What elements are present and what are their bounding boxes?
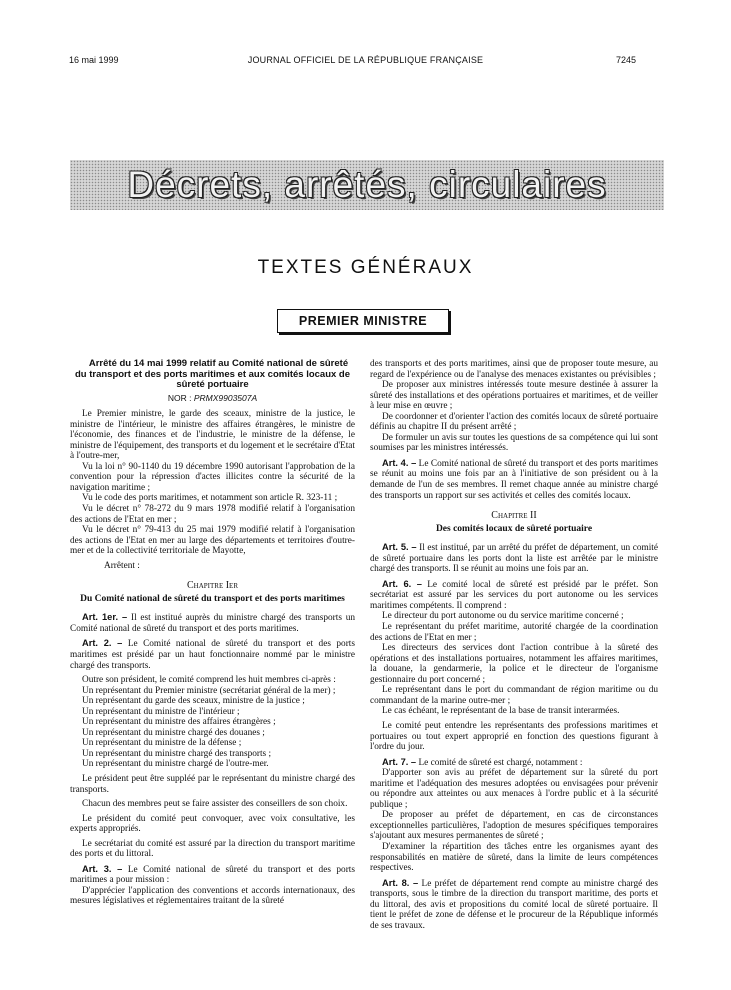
- nor-line: [70, 393, 355, 404]
- article-text: Le Comité national de sûreté du transport et des ports maritimes est présidé par un haut fonctionnaire nommé par le ministre chargé des transports.: [70, 639, 355, 671]
- article-text: Le Comité national de sûreté du transport et des ports maritimes se réunit au moins une fois par an à l'initiative de son président ou à la demande de l'un de ses membres. Il remet chaque année au ministre chargé des transports un rapport sur ses activités et celles des comités locaux.: [370, 458, 659, 501]
- article-text: Le préfet de département rend compte au ministre chargé des transports, sous le timbre de la direction du transport maritime, des ports et du littoral, des avis et propositions du comité local de sûreté portuaire. Il tient le préfet de zone de défense et le procureur de la République informés de ses travaux.: [370, 878, 658, 931]
- decree-title: Arrêté du 14 mai 1999 relatif au Comité national de sûreté du transport et des ports maritimes et aux comités locaux de sûreté portuaire: [74, 358, 351, 390]
- chapter-title: Du Comité national de sûreté du transport et des ports maritimes: [80, 593, 345, 604]
- paragraph: Vu le décret n° 79-413 du 25 mai 1979 modifié relatif à l'organisation des actions de l'Etat en mer au large des départements et territoires d'outre-mer et de la collectivité territoriale de Mayotte,: [70, 525, 355, 557]
- paragraph: Le secrétariat du comité est assuré par la direction du transport maritime des ports et du littoral.: [70, 838, 355, 860]
- paragraph: De proposer aux ministres intéressés toute mesure destinée à assurer la sûreté des installations et des opérations portuaires et maritimes, et de veiller à leur mise en œuvre ;: [370, 380, 658, 412]
- list-item: Un représentant du garde des sceaux, ministre de la justice ;: [82, 696, 305, 707]
- chapter-title: Des comités locaux de sûreté portuaire: [435, 523, 593, 534]
- nor-label: NOR :: [167, 392, 192, 403]
- list-item: Un représentant du Premier ministre (secrétariat général de la mer) ;: [82, 685, 336, 696]
- nor-code: PRMX9903507A: [193, 392, 258, 403]
- paragraph: Le Premier ministre, le garde des sceaux, ministre de la justice, le ministre de l'intérieur, le ministre des affaires étrangères, le ministre de l'économie, des finances et de l'industrie, le ministre de la défense, le ministre de l'équipement, des transports et du logement et le secrétaire d'Etat à l'outre-mer,: [70, 409, 355, 462]
- paragraph: Le comité peut entendre les représentants des professions maritimes et portuaires ou tout expert approprié en fonction des questions figurant à l'ordre du jour.: [370, 720, 658, 753]
- paragraph: De coordonner et d'orienter l'action des comités locaux de sûreté portuaire définis au chapitre II du présent arrêté ;: [370, 411, 658, 433]
- paragraph: Vu le code des ports maritimes, et notamment son article R. 323-11 ;: [82, 493, 338, 504]
- paragraph: D'apprécier l'application des conventions et accords internationaux, des mesures législatives et réglementaires traitant de la sûreté: [70, 885, 355, 907]
- header-journal-title: JOURNAL OFFICIEL DE LA RÉPUBLIQUE FRANÇAISE: [247, 55, 484, 65]
- paragraph: Vu la loi n° 90-1140 du 19 décembre 1990 autorisant l'approbation de la convention pour la répression d'actes illicites contre la sécurité de la navigation maritime ;: [70, 461, 355, 493]
- banner-title: Décrets, arrêtés, circulaires: [127, 164, 607, 205]
- paragraph: Le président peut être suppléé par le représentant du ministre chargé des transports.: [70, 774, 355, 795]
- list-item: Le représentant dans le port du commandant de région maritime ou du commandant de la marine outre-mer ;: [370, 685, 658, 706]
- article-label: Art. 4. –: [382, 457, 417, 468]
- paragraph: des transports et des ports maritimes, ainsi que de proposer toute mesure, au regard de l'expérience ou de l'analyse des menaces existantes ou prévisibles ;: [370, 359, 658, 380]
- list-item: De proposer au préfet de département, en cas de circonstances exceptionnelles particulières, l'adoption de mesures spécifiques temporaires s'ajoutant aux mesures permanentes de sûreté ;: [370, 810, 658, 842]
- header-page-number: 7245: [615, 55, 636, 65]
- paragraph: Chacun des membres peut se faire assister des conseillers de son choix.: [82, 799, 348, 810]
- list-item: Les directeurs des services dont l'action contribue à la sûreté des opérations et des installations portuaires, notamment les affaires maritimes, la douane, la gendarmerie, la police et le directeur de l'organisme gestionnaire du port concerné ;: [370, 643, 658, 685]
- arretent: Arrêtent :: [104, 560, 140, 571]
- paragraph: De formuler un avis sur toutes les questions de sa compétence qui lui sont soumises par les ministres intéressés.: [370, 432, 658, 454]
- article-text: Le comité de sûreté est chargé, notamment :: [418, 757, 583, 768]
- article-label: Art. 5. –: [382, 542, 417, 553]
- right-column: [370, 359, 658, 931]
- article-text: Il est institué, par un arrêté du préfet de département, un comité de sûreté portuaire dans les ports dont la liste est arrêtée par le ministre chargé des transports. Il se réunit au moins une fois par an.: [370, 543, 659, 575]
- paragraph: Vu le décret n° 78-272 du 9 mars 1978 modifié relatif à l'organisation des actions de l'Etat en mer ;: [70, 503, 355, 525]
- article-text: Il est institué auprès du ministre chargé des transports un Comité national de sûreté du transport et des ports maritimes.: [70, 613, 355, 634]
- article-label: Art. 6. –: [382, 578, 422, 589]
- header-date: 16 mai 1999: [69, 55, 119, 65]
- paragraph: Le président du comité peut convoquer, avec voix consultative, les experts appropriés.: [70, 813, 355, 835]
- article-label: Art. 2. –: [82, 638, 123, 649]
- chapter-heading: Chapitre Ier: [187, 580, 238, 592]
- article-label: Art. 7. –: [382, 756, 417, 767]
- list-item: Un représentant du ministre de l'intérieur ;: [82, 706, 240, 717]
- article-text: Le comité local de sûreté est présidé par le préfet. Son secrétariat est assuré par les services du port autonome ou les services maritimes compétents. Il comprend :: [370, 579, 659, 611]
- article-label: Art. 1er. –: [82, 612, 128, 623]
- article-label: Art. 8. –: [382, 877, 419, 888]
- article-label: Art. 3. –: [82, 863, 123, 874]
- list-item: Un représentant du ministre chargé des douanes ;: [82, 727, 265, 738]
- list-item: Le cas échéant, le représentant de la base de transit interarmées.: [382, 706, 620, 717]
- list-item: Un représentant du ministre chargé de l'outre-mer.: [82, 759, 269, 770]
- list-item: D'examiner la répartition des tâches entre les organismes ayant des responsabilités en matière de sûreté, dans la limite de leurs compétences respectives.: [370, 841, 658, 874]
- left-column: [70, 359, 355, 907]
- list-item: D'apporter son avis au préfet de département sur la sûreté du port maritime et l'adéquation des mesures adoptées ou envisagées pour prévenir ou répondre aux atteintes ou aux menaces à l'ordre public et à la sécurité publique ;: [370, 768, 658, 810]
- chapter-heading: Chapitre II: [491, 510, 537, 522]
- list-item: Le directeur du port autonome ou du service maritime concerné ;: [382, 611, 624, 622]
- article-text: Le Comité national de sûreté du transport et des ports maritimes a pour mission :: [70, 864, 355, 886]
- list-item: Un représentant du ministre des affaires étrangères ;: [82, 717, 276, 728]
- ministry-box: [277, 309, 449, 333]
- list-item: Le représentant du préfet maritime, autorité chargée de la coordination des actions de l'Etat en mer ;: [370, 622, 658, 643]
- paragraph: Outre son président, le comité comprend les huit membres ci-après :: [82, 675, 336, 686]
- section-title: TEXTES GÉNÉRAUX: [257, 257, 474, 278]
- banner: [70, 160, 664, 210]
- list-item: Un représentant du ministre chargé des transports ;: [82, 748, 272, 759]
- ministry-label: PREMIER MINISTRE: [298, 314, 428, 328]
- list-item: Un représentant du ministre de la défense ;: [82, 738, 242, 749]
